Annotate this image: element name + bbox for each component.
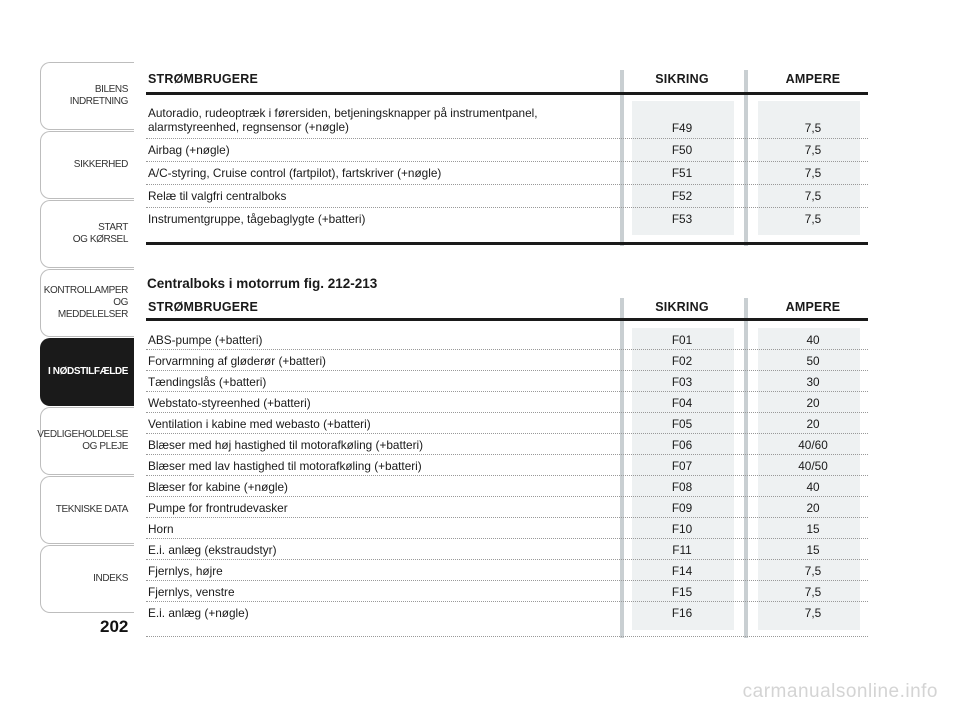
table-row [146,329,868,350]
consumer-cell [148,106,538,134]
table-row [146,581,868,602]
tab-indeks[interactable] [40,545,134,613]
tab-label: KONTROLLAMPER [43,285,128,296]
ampere-cell: 40/50 [798,459,828,473]
fuse-cell: F53 [671,212,693,226]
ampere-cell: 7,5 [804,585,822,599]
fuse-cell: F14 [671,564,693,578]
table-row [146,497,868,518]
table-row [146,455,868,476]
consumer-cell: Instrumentgruppe, tågebaglygte (+batteri) [148,212,366,226]
table-row [146,392,868,413]
table-row [146,139,868,162]
fuse-cell: F02 [671,354,693,368]
fuse-cell: F09 [671,501,693,515]
tab-vedligeholdelse[interactable] [37,407,134,475]
fuse-table-2 [146,296,868,640]
tab-label: SIKKERHED [73,159,128,170]
table-row [146,185,868,208]
tab-label: OG PLEJE [82,441,128,452]
consumer-cell: Blæser for kabine (+nøgle) [148,480,288,494]
table-row [146,162,868,185]
fuse-cell: F05 [671,417,693,431]
fuse-cell: F52 [671,189,693,203]
consumer-cell: Fjernlys, venstre [148,585,235,599]
consumer-cell: Fjernlys, højre [148,564,223,578]
watermark: carmanualsonline.info [742,681,938,702]
fuse-cell: F01 [671,333,693,347]
consumer-cell: Airbag (+nøgle) [148,143,230,157]
fuse-cell: F11 [672,543,692,557]
table-row [146,104,868,139]
tab-label: BILENS [94,84,128,95]
ampere-cell: 7,5 [804,606,822,620]
table-row [146,413,868,434]
table-row [146,434,868,455]
ampere-cell: 7,5 [804,121,822,135]
section-title: Centralboks i motorrum fig. 212-213 [147,276,378,291]
tab-label: INDRETNING [69,96,128,107]
ampere-cell: 40/60 [798,438,828,452]
bottom-rule [146,242,868,245]
ampere-cell: 20 [806,501,820,515]
ampere-cell: 40 [806,480,820,494]
chapter-tabs [37,62,134,614]
header-fuse: SIKRING [655,300,709,314]
header-rule [146,318,868,321]
fuse-table-1 [146,68,868,248]
consumer-cell: Blæser med høj hastighed til motorafkøling (+batteri) [148,438,424,452]
header-consumer: STRØMBRUGERE [148,72,259,86]
ampere-cell: 20 [806,417,820,431]
table-row [146,518,868,539]
consumer-line: Autoradio, rudeoptræk i førersiden, betjeningsknapper på instrumentpanel, [148,106,538,120]
consumer-cell: Relæ til valgfri centralboks [148,189,287,203]
header-fuse: SIKRING [655,72,709,86]
table-row [146,208,868,230]
fuse-cell: F50 [671,143,693,157]
ampere-cell: 15 [806,543,820,557]
fuse-cell: F07 [671,459,693,473]
tab-label: VEDLIGEHOLDELSE [37,429,128,440]
ampere-cell: 7,5 [804,166,822,180]
consumer-cell: Blæser med lav hastighed til motorafkøling (+batteri) [148,459,422,473]
consumer-cell: Tændingslås (+batteri) [148,375,267,389]
tab-label: I NØDSTILFÆLDE [48,366,128,377]
fuse-cell: F10 [671,522,693,536]
tab-label: INDEKS [93,573,128,584]
table-row [146,539,868,560]
fuse-cell: F08 [671,480,693,494]
table-header [146,296,868,318]
ampere-cell: 30 [806,375,820,389]
ampere-cell: 40 [806,333,820,347]
consumer-cell: Horn [148,522,174,536]
consumer-cell: ABS-pumpe (+batteri) [148,333,263,347]
tab-sikkerhed[interactable] [40,131,134,199]
consumer-cell: Ventilation i kabine med webasto (+batteri) [148,417,371,431]
tab-label: TEKNISKE DATA [55,504,128,515]
tab-kontrollamper[interactable] [40,269,134,337]
ampere-cell: 7,5 [804,189,822,203]
consumer-cell: Webstato-styreenhed (+batteri) [148,396,311,410]
header-rule [146,92,868,95]
consumer-cell: Forvarmning af gløderør (+batteri) [148,354,326,368]
consumer-cell: E.i. anlæg (ekstraudstyr) [148,543,277,557]
table-header [146,68,868,90]
consumer-line: alarmstyreenhed, regnsensor (+nøgle) [148,120,349,134]
consumer-cell: Pumpe for frontrudevasker [148,501,288,515]
ampere-cell: 50 [806,354,820,368]
tab-bilens-indretning[interactable] [40,62,134,130]
header-ampere: AMPERE [785,300,841,314]
fuse-cell: F51 [671,166,693,180]
header-ampere: AMPERE [785,72,841,86]
ampere-cell: 7,5 [804,564,822,578]
table-row [146,602,868,637]
fuse-cell: F03 [671,375,693,389]
table-row [146,350,868,371]
tab-i-nodstilfaelde[interactable] [40,338,134,406]
tab-start-og-korsel[interactable] [40,200,134,268]
consumer-cell: A/C-styring, Cruise control (fartpilot), fartskriver (+nøgle) [148,166,442,180]
table-row [146,560,868,581]
fuse-cell: F16 [671,606,693,620]
ampere-cell: 7,5 [804,143,822,157]
consumer-cell: E.i. anlæg (+nøgle) [148,606,249,620]
tab-tekniske-data[interactable] [40,476,134,544]
tab-label: START [98,222,128,233]
ampere-cell: 15 [806,522,820,536]
table-row [146,476,868,497]
fuse-cell: F04 [671,396,693,410]
ampere-cell: 20 [806,396,820,410]
tab-label: OG KØRSEL [72,234,128,245]
tab-label: OG MEDDELELSER [57,297,128,320]
table-row [146,371,868,392]
page-number: 202 [100,617,129,636]
fuse-cell: F49 [671,121,693,135]
header-consumer: STRØMBRUGERE [148,300,259,314]
fuse-cell: F15 [671,585,693,599]
fuse-cell: F06 [671,438,693,452]
ampere-cell: 7,5 [804,212,822,226]
